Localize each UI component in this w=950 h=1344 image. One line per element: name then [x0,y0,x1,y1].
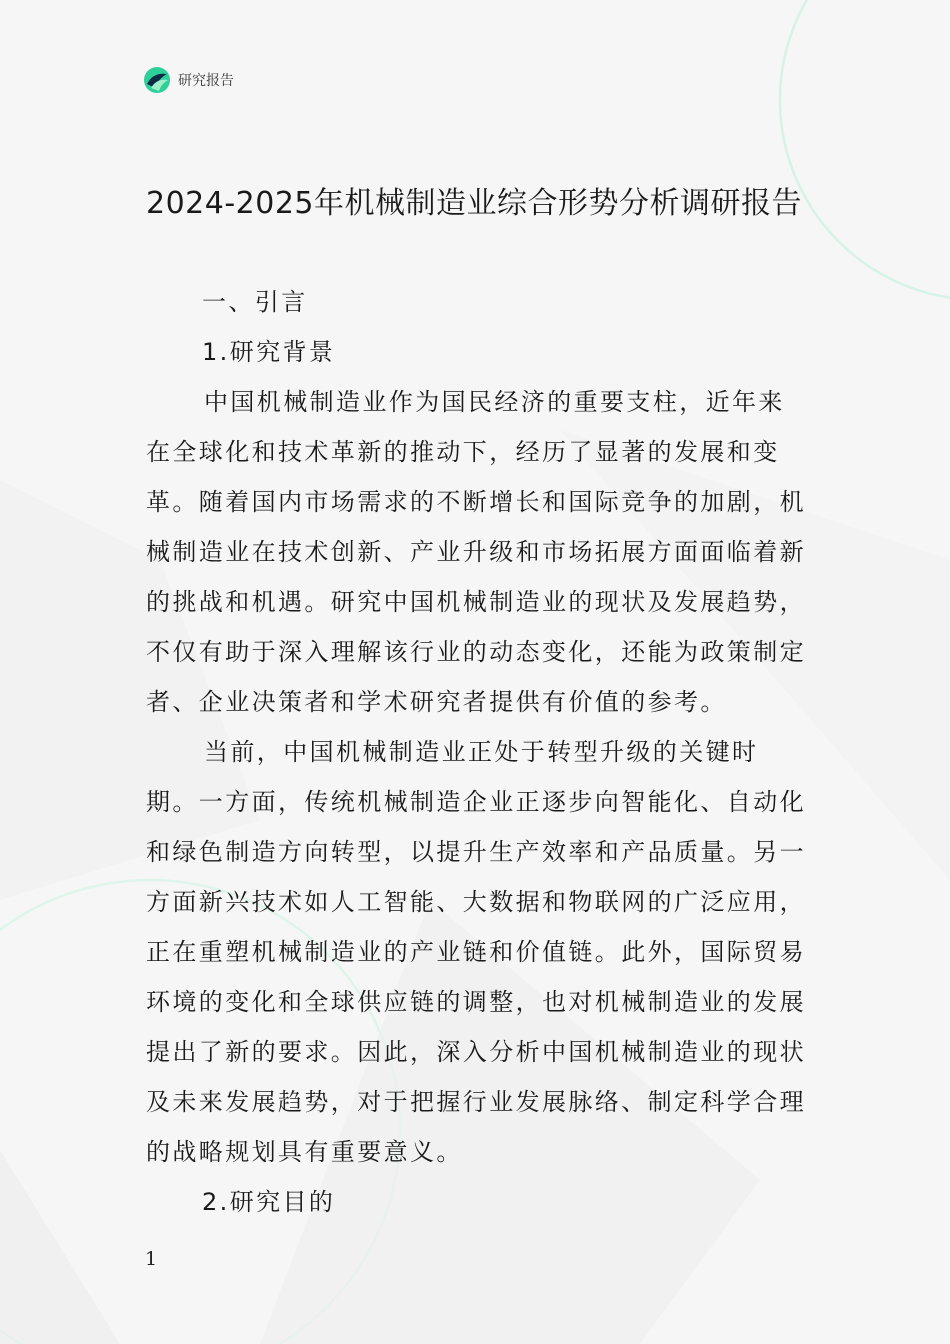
subsection-heading: 2.研究目的 [202,1188,336,1216]
logo-icon [143,66,171,94]
page-number: 1 [145,1248,158,1270]
document-title: 2024-2025年机械制造业综合形势分析调研报告 [146,186,803,221]
header-label: 研究报告 [178,73,234,89]
section-heading: 一、引言 [202,288,308,316]
report-header [143,66,234,94]
document-body [146,277,806,1227]
body-paragraph: 中国机械制造业作为国民经济的重要支柱，近年来在全球化和技术革新的推动下，经历了显著的发展和变革。随着国内市场需求的不断增长和国际竞争的加剧，机械制造业在技术创新、产业升级和市场拓展方面面临着新的挑战和机遇。研究中国机械制造业的现状及发展趋势，不仅有助于深入理解该行业的动态变化，还能为政策制定者、企业决策者和学术研究者提供有价值的参考。 [146,388,806,716]
subsection-heading: 1.研究背景 [202,338,336,366]
body-paragraph: 当前，中国机械制造业正处于转型升级的关键时期。一方面，传统机械制造企业正逐步向智能化、自动化和绿色制造方向转型，以提升生产效率和产品质量。另一方面新兴技术如人工智能、大数据和物联网的广泛应用，正在重塑机械制造业的产业链和价值链。此外，国际贸易环境的变化和全球供应链的调整，也对机械制造业的发展提出了新的要求。因此，深入分析中国机械制造业的现状及未来发展趋势，对于把握行业发展脉络、制定科学合理的战略规划具有重要意义。 [146,738,806,1166]
